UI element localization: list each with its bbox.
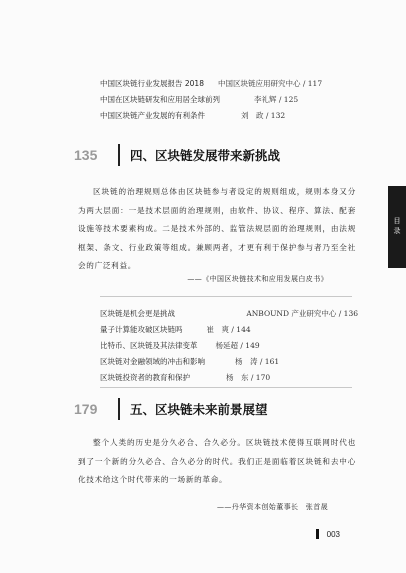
toc-entry-title: 区块链是机会更是挑战	[100, 309, 175, 318]
toc-entry-title: 比特币、区块链及其法律变革	[100, 341, 198, 350]
toc-entry[interactable]	[100, 322, 358, 338]
section-quote-source: ——丹华资本创始董事长 张首晟	[217, 503, 328, 511]
toc-entry-title: 量子计算能攻破区块链吗	[100, 325, 183, 334]
divider-rule	[100, 296, 352, 297]
section-title: 四、区块链发展带来新挑战	[130, 148, 281, 163]
section-page-number: 179	[74, 401, 98, 417]
toc-entry-author-page: 李礼辉 / 125	[254, 95, 299, 104]
section-divider-bar	[118, 398, 120, 420]
toc-entry-title: 中国区块链产业发展的有利条件	[100, 111, 205, 120]
toc-entry-title: 区块链对金融领域的冲击和影响	[100, 357, 205, 366]
toc-entry-author-page: 崔 爽 / 144	[206, 325, 251, 334]
toc-entry[interactable]	[100, 108, 358, 124]
section-quote-source: ——《中国区块链技术和应用发展白皮书》	[187, 275, 328, 283]
toc-entry[interactable]	[100, 370, 358, 386]
page-number	[316, 529, 340, 539]
toc-list-middle	[100, 306, 358, 386]
toc-list-top	[100, 76, 358, 124]
side-tab-label: 目录	[393, 217, 401, 237]
toc-entry-author-page: 刘 政 / 132	[241, 111, 286, 120]
toc-entry-author-page: 杨 涛 / 161	[235, 357, 280, 366]
divider-rule	[100, 387, 352, 388]
section-title: 五、区块链未来前景展望	[130, 402, 268, 417]
toc-entry-author-page: 中国区块链应用研究中心 / 117	[217, 79, 323, 88]
toc-entry-title: 区块链投资者的教育和保护	[100, 373, 190, 382]
toc-entry[interactable]	[100, 338, 358, 354]
contents-side-tab	[388, 186, 406, 268]
section-divider-bar	[118, 144, 120, 166]
section-page-number: 135	[74, 147, 98, 163]
page-number-mark	[316, 529, 319, 539]
page-number-text: 003	[326, 529, 340, 539]
toc-entry[interactable]	[100, 354, 358, 370]
section-summary-text: 区块链的治理规则总体由区块链参与者设定的规则组成，规则本身又分为两大层面：一是技术层面的治理规则，由软件、协议、程序、算法、配套设施等技术要素构成。二是技术外部的、监管法规层面的治理规则，由法规框架、条文、行业政策等组成。兼顾两者，才更有利于保护参与者乃至全社会的广泛利益。	[78, 187, 356, 270]
toc-entry-title: 中国在区块链研发和应用居全球前列	[100, 95, 220, 104]
toc-entry-author-page: ANBOUND 产业研究中心 / 136	[246, 309, 358, 318]
section-summary-text: 整个人类的历史是分久必合、合久必分。区块链技术使得互联网时代也到了一个新的分久必合、合久必分的时代。我们正是面临着区块链和去中心化技术给这个时代带来的一场新的革命。	[78, 438, 356, 484]
toc-entry-author-page: 杨 东 / 170	[226, 373, 271, 382]
toc-entry[interactable]	[100, 76, 358, 92]
toc-entry[interactable]	[100, 92, 358, 108]
toc-entry-title: 中国区块链行业发展报告 2018	[100, 79, 204, 88]
toc-entry[interactable]	[100, 306, 358, 322]
toc-entry-author-page: 杨延超 / 149	[215, 341, 260, 350]
section-heading[interactable]	[66, 144, 366, 166]
section-heading[interactable]	[66, 398, 366, 420]
